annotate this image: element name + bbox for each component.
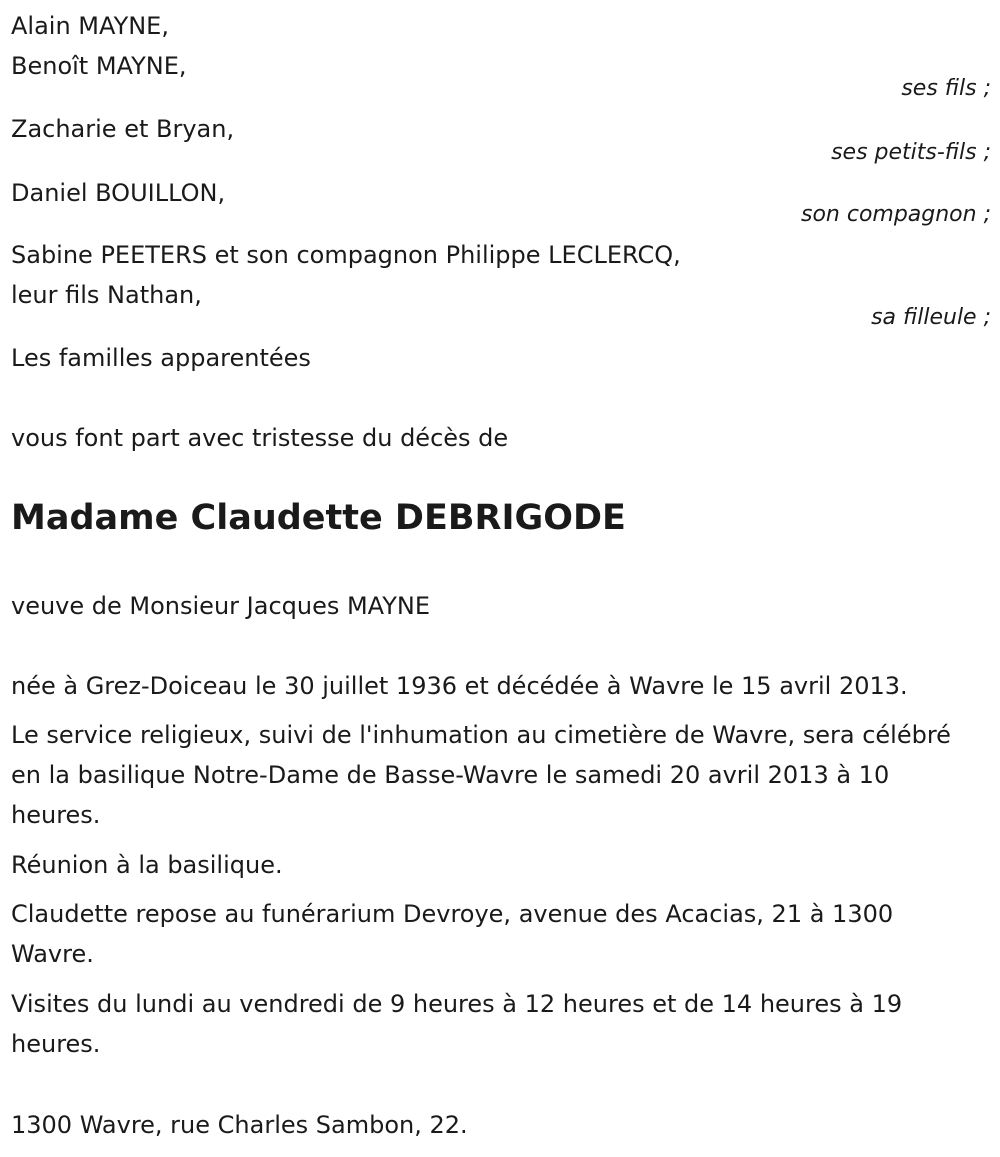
family-goddaughter-line-2: leur fils Nathan, — [11, 281, 202, 309]
meeting-place: Réunion à la basilique. — [11, 851, 283, 879]
goddaughter-role: sa filleule ; — [871, 305, 991, 330]
deceased-name: Madame Claudette DEBRIGODE — [11, 498, 626, 538]
family-partner: Daniel BOUILLON, — [11, 179, 226, 207]
birth-death-info: née à Grez-Doiceau le 30 juillet 1936 et décédée à Wavre le 15 avril 2013. — [11, 672, 908, 700]
partner-role: son compagnon ; — [800, 202, 991, 227]
service-details: Le service religieux, suivi de l'inhumation au cimetière de Wavre, sera célébré en la basilique Notre-Dame de Basse-Wavre le samedi 20 avril 2013 à 10 heures. — [11, 721, 951, 829]
visiting-hours: Visites du lundi au vendredi de 9 heures à 12 heures et de 14 heures à 19 heures. — [11, 990, 903, 1058]
family-son-2: Benoît MAYNE, — [11, 52, 187, 80]
sons-role: ses fils ; — [901, 76, 991, 101]
widow-of: veuve de Monsieur Jacques MAYNE — [11, 592, 431, 620]
grandsons-role: ses petits-fils ; — [831, 140, 991, 165]
announcement-text: vous font part avec tristesse du décès de — [11, 424, 509, 452]
family-grandsons: Zacharie et Bryan, — [11, 115, 235, 143]
resting-place: Claudette repose au funérarium Devroye, avenue des Acacias, 21 à 1300 Wavre. — [11, 900, 894, 968]
family-address: 1300 Wavre, rue Charles Sambon, 22. — [11, 1111, 468, 1139]
family-relatives: Les familles apparentées — [11, 344, 311, 372]
family-goddaughter-line-1: Sabine PEETERS et son compagnon Philippe LECLERCQ, — [11, 241, 681, 269]
family-son-1: Alain MAYNE, — [11, 12, 169, 40]
